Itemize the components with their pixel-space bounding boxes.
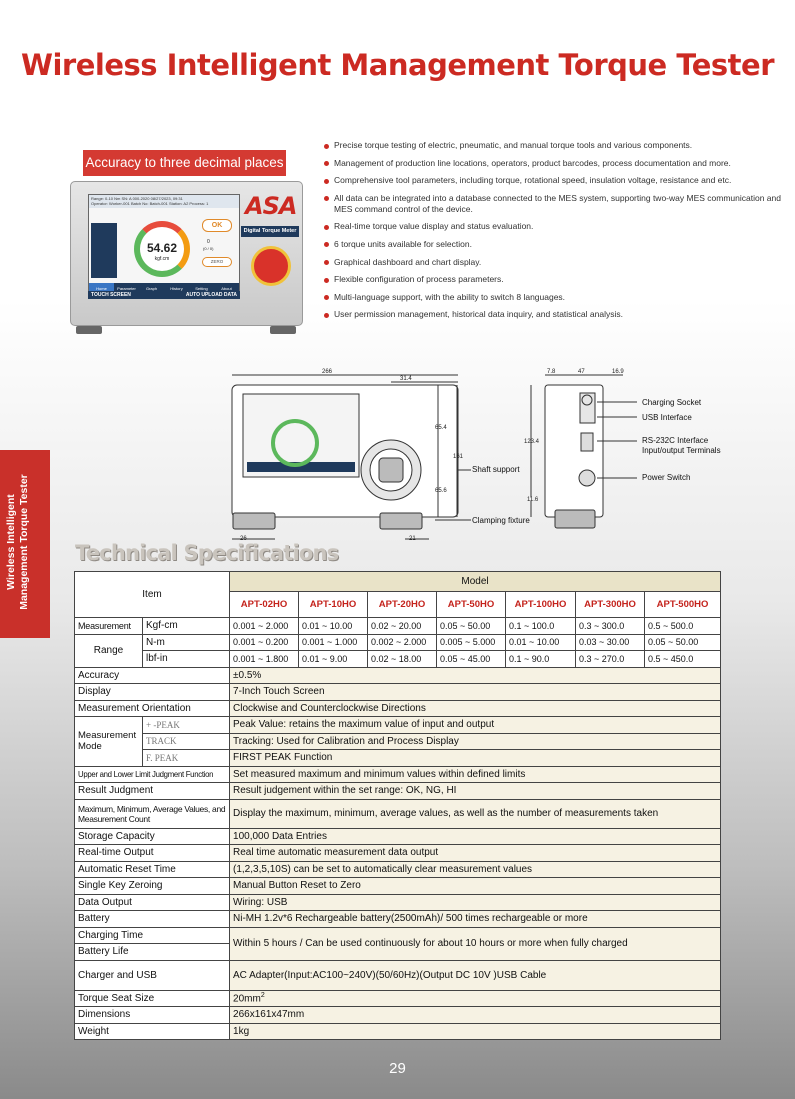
range-cell: 0.02 ~ 18.00: [368, 651, 437, 668]
spec-label: Charger and USB: [75, 960, 230, 990]
range-cell: 0.05 ~ 45.00: [437, 651, 506, 668]
spec-value: Manual Button Reset to Zero: [230, 878, 721, 895]
nav-home: Home: [89, 283, 114, 294]
seat-sup: 2: [260, 992, 265, 1000]
model-label: Digital Torque Meter: [241, 226, 299, 237]
range-cell: 0.01 ~ 10.00: [506, 634, 576, 651]
model-name: APT-10HO: [299, 592, 368, 618]
range-cell: 0.5 ~ 450.0: [645, 651, 721, 668]
torque-value: 54.62: [146, 241, 178, 255]
range-cell: 0.1 ~ 90.0: [506, 651, 576, 668]
spec-label: Single Key Zeroing: [75, 878, 230, 895]
nav-history: History: [170, 286, 183, 291]
spec-label: Automatic Reset Time: [75, 861, 230, 878]
range-label: Range: [75, 634, 143, 667]
feature-item: Precise torque testing of electric, pneumatic, and manual torque tools and various components.: [322, 140, 782, 151]
range-cell: 0.03 ~ 30.00: [576, 634, 645, 651]
callout-clamping-fixture: Clamping fixture: [472, 516, 530, 525]
range-cell: 0.01 ~ 10.00: [299, 618, 368, 635]
spec-label: Battery Life: [75, 944, 230, 961]
nav-graph: Graph: [145, 286, 158, 291]
range-cell: 0.3 ~ 270.0: [576, 651, 645, 668]
front-foot-left: [233, 513, 275, 529]
callout-rs232: RS-232C Interface Input/output Terminals: [642, 436, 721, 455]
spec-value: Display the maximum, minimum, average values, as well as the number of measurements taken: [230, 799, 721, 828]
model-name: APT-500HO: [645, 592, 721, 618]
count-range: (0 / 0): [203, 246, 214, 251]
mode-name: TRACK: [143, 733, 230, 750]
side-tab-label: Wireless Intelligent Management Torque Tester: [5, 474, 30, 610]
range-cell: 0.001 ~ 1.000: [299, 634, 368, 651]
spec-value: Ni-MH 1.2v*6 Rechargeable battery(2500mAh)/ 500 times rechargeable or more: [230, 911, 721, 928]
spec-value: 100,000 Data Entries: [230, 828, 721, 845]
feature-item: Management of production line locations, operators, product barcodes, process documentation and more.: [322, 158, 782, 169]
model-name: APT-100HO: [506, 592, 576, 618]
feature-item: Graphical dashboard and chart display.: [322, 257, 782, 268]
model-name: APT-02HO: [230, 592, 299, 618]
callout-power-switch: Power Switch: [642, 473, 691, 482]
feature-item: Real-time torque value display and status evaluation.: [322, 221, 782, 232]
device-foot: [270, 326, 296, 334]
spec-value: AC Adapter(Input:AC100~240V)(50/60Hz)(Output DC 10V )USB Cable: [230, 960, 721, 990]
side-tab: [0, 450, 50, 638]
dim-width: 266: [322, 369, 333, 375]
range-cell: 0.001 ~ 0.200: [230, 634, 299, 651]
mode-name: + -PEAK: [143, 717, 230, 734]
mode-label: Measurement Mode: [75, 717, 143, 767]
brand-logo: ASA: [245, 192, 297, 220]
spec-label: Real-time Output: [75, 845, 230, 862]
auto-upload-label: AUTO UPLOAD DATA: [185, 292, 237, 298]
spec-label: Maximum, Minimum, Average Values, and Measurement Count: [75, 799, 230, 828]
device-foot: [76, 326, 102, 334]
dim-h1: 65.4: [435, 425, 447, 431]
spec-label: Accuracy: [75, 667, 230, 684]
range-cell: 0.02 ~ 20.00: [368, 618, 437, 635]
dim-h3: 65.6: [435, 488, 447, 494]
range-cell: 0.3 ~ 300.0: [576, 618, 645, 635]
dim-side-height: 123.4: [524, 439, 540, 445]
screen-status-bar: [89, 195, 239, 208]
spec-value: Clockwise and Counterclockwise Directions: [230, 700, 721, 717]
dim-side1: 7.8: [547, 369, 556, 375]
feature-item: User permission management, historical data inquiry, and statistical analysis.: [322, 309, 782, 320]
zero-button: ZERO: [202, 257, 232, 267]
mode-value: FIRST PEAK Function: [230, 750, 721, 767]
spec-label: Storage Capacity: [75, 828, 230, 845]
emergency-stop-icon: [251, 246, 291, 286]
range-cell: 0.05 ~ 50.00: [645, 634, 721, 651]
spec-value: 7-Inch Touch Screen: [230, 684, 721, 701]
unit-label: Kgf-cm: [143, 618, 230, 635]
spec-value: Wiring: USB: [230, 894, 721, 911]
feature-item: 6 torque units available for selection.: [322, 239, 782, 250]
info-text: Operator: Worker-001 Batch No: Batch-001 Station: A2 Process: 1: [91, 201, 209, 206]
dim-side3: 16.9: [612, 369, 624, 375]
product-photo: [70, 181, 303, 326]
device-screen: [88, 194, 240, 297]
spec-label: Battery: [75, 911, 230, 928]
spec-label: Measurement Orientation: [75, 700, 230, 717]
dim-side2: 47: [578, 369, 585, 375]
spec-value: Set measured maximum and minimum values within defined limits: [230, 766, 721, 783]
screen-labels: [88, 291, 240, 299]
model-name: APT-20HO: [368, 592, 437, 618]
feature-list: [322, 140, 782, 327]
mode-value: Peak Value: retains the maximum value of input and output: [230, 717, 721, 734]
spec-label: Result Judgment: [75, 783, 230, 800]
range-cell: 0.001 ~ 1.800: [230, 651, 299, 668]
spec-value: [230, 990, 721, 1007]
spec-value: Real time automatic measurement data output: [230, 845, 721, 862]
power-switch: [579, 470, 595, 486]
dim-offset: 31.4: [400, 376, 412, 382]
range-cell: 0.5 ~ 500.0: [645, 618, 721, 635]
dim-base: 21: [409, 536, 416, 542]
rs232-port: [581, 433, 593, 451]
gauge-dial: [134, 221, 190, 277]
spec-label: Torque Seat Size: [75, 990, 230, 1007]
ok-indicator: OK: [202, 219, 232, 232]
feature-item: Multi-language support, with the ability to switch 8 languages.: [322, 292, 782, 303]
model-header: Model: [230, 572, 721, 592]
model-name: APT-300HO: [576, 592, 645, 618]
mode-value: Tracking: Used for Calibration and Process Display: [230, 733, 721, 750]
dim-side-bottom: 11.6: [527, 497, 539, 503]
range-cell: 0.001 ~ 2.000: [230, 618, 299, 635]
side-foot: [555, 510, 595, 528]
mode-name: F. PEAK: [143, 750, 230, 767]
range-cell: 0.05 ~ 50.00: [437, 618, 506, 635]
count-value: 0: [207, 239, 210, 245]
accuracy-banner: Accuracy to three decimal places: [83, 150, 286, 176]
nav-parameter: Parameter: [117, 286, 136, 291]
seat-value: 20mm: [233, 993, 261, 1005]
spec-value: 1kg: [230, 1023, 721, 1040]
spec-value: 266x161x47mm: [230, 1007, 721, 1024]
spec-value: (1,2,3,5,10S) can be set to automatically clear measurement values: [230, 861, 721, 878]
spec-label: Dimensions: [75, 1007, 230, 1024]
callout-shaft-support: Shaft support: [472, 465, 520, 474]
spec-label: Weight: [75, 1023, 230, 1040]
measurement-label: Measurement: [75, 618, 143, 635]
feature-item: All data can be integrated into a database connected to the MES system, supporting two-way MES communication and MES command control of the device.: [322, 193, 782, 215]
torque-unit: kgf.cm: [154, 256, 170, 262]
status-text: Range: 0-10 Nm SN: A 000-2020 08/27/2023, 09:31: [91, 196, 183, 201]
screen-side-panel: [91, 223, 117, 278]
spec-value: Within 5 hours / Can be used continuously for about 10 hours or more when fully charged: [230, 927, 721, 960]
nav-setting: Setting: [195, 286, 208, 291]
page-title: Wireless Intelligent Management Torque Tester: [20, 48, 775, 82]
touch-screen-label: TOUCH SCREEN: [91, 292, 131, 298]
spec-label: Charging Time: [75, 927, 230, 944]
callout-charging-socket: Charging Socket: [642, 398, 702, 407]
front-foot-right: [380, 513, 422, 529]
nav-about: About: [221, 286, 232, 291]
spec-value: Result judgement within the set range: OK, NG, HI: [230, 783, 721, 800]
range-cell: 0.005 ~ 5.000: [437, 634, 506, 651]
page-number: 29: [389, 1060, 406, 1077]
spec-label: Upper and Lower Limit Judgment Function: [75, 766, 230, 783]
spec-label: Display: [75, 684, 230, 701]
spec-title: Technical Specifications: [75, 541, 339, 565]
spec-table: [74, 571, 721, 1040]
callout-usb-interface: USB Interface: [642, 413, 692, 422]
range-cell: 0.002 ~ 2.000: [368, 634, 437, 651]
dim-bottom: 26: [240, 536, 247, 542]
item-header: Item: [75, 572, 230, 618]
spec-value: ±0.5%: [230, 667, 721, 684]
range-cell: 0.01 ~ 9.00: [299, 651, 368, 668]
feature-item: Flexible configuration of process parameters.: [322, 274, 782, 285]
spec-label: Data Output: [75, 894, 230, 911]
feature-item: Comprehensive tool parameters, including torque, rotational speed, insulation voltage, resistance and etc.: [322, 175, 782, 186]
dim-h2: 161: [453, 454, 464, 460]
unit-label: N-m: [143, 634, 230, 651]
model-name: APT-50HO: [437, 592, 506, 618]
range-cell: 0.1 ~ 100.0: [506, 618, 576, 635]
unit-label: lbf-in: [143, 651, 230, 668]
